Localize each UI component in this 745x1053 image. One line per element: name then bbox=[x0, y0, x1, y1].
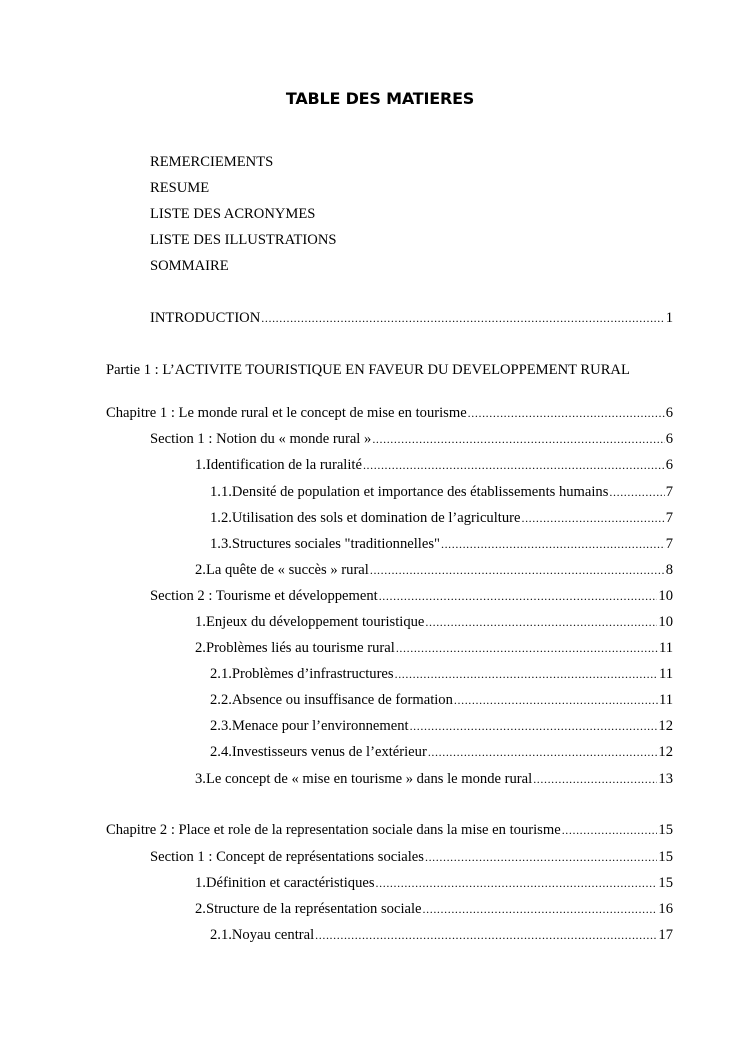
toc-number: 1. bbox=[195, 875, 206, 891]
toc-number: 1.2. bbox=[210, 510, 232, 526]
toc-page-number: 16 bbox=[658, 901, 673, 917]
toc-number: 1.3. bbox=[210, 536, 232, 552]
dot-leader bbox=[468, 406, 665, 421]
page-title: TABLE DES MATIERES bbox=[285, 89, 475, 108]
toc-page-number: 8 bbox=[665, 562, 673, 578]
dot-leader bbox=[376, 876, 658, 891]
toc-page-number: 15 bbox=[658, 875, 673, 891]
toc-page-number: 6 bbox=[665, 457, 673, 473]
toc-entry-subsubsection[interactable] bbox=[210, 536, 673, 553]
toc-page-number: 13 bbox=[658, 771, 673, 787]
toc-entry-subsection[interactable] bbox=[195, 562, 673, 579]
toc-label: Densité de population et importance des établissements humains bbox=[231, 484, 609, 500]
toc-number: 1. bbox=[195, 457, 206, 473]
toc-page-number: 11 bbox=[658, 666, 673, 682]
toc-number: 2.1. bbox=[210, 927, 232, 943]
dot-leader bbox=[395, 667, 658, 682]
toc-entry-subsubsection[interactable] bbox=[210, 510, 673, 527]
toc-page-number: 6 bbox=[665, 431, 673, 447]
dot-leader bbox=[370, 563, 665, 578]
toc-entry-subsection[interactable] bbox=[195, 640, 673, 657]
toc-page-number: 7 bbox=[665, 484, 673, 500]
toc-label: INTRODUCTION bbox=[150, 310, 261, 326]
dot-leader bbox=[425, 850, 657, 865]
toc-entry-chapter[interactable] bbox=[106, 822, 673, 839]
toc-entry-introduction[interactable] bbox=[150, 310, 673, 327]
toc-label: Chapitre 1 : Le monde rural et le concept de mise en tourisme bbox=[106, 405, 467, 421]
toc-number: 2. bbox=[195, 640, 206, 656]
toc-entry-subsection[interactable] bbox=[195, 457, 673, 474]
toc-entry-chapter[interactable] bbox=[106, 405, 673, 422]
front-matter-remerciements: REMERCIEMENTS bbox=[150, 154, 274, 170]
toc-label: Chapitre 2 : Place et role de la representation sociale dans la mise en tourisme bbox=[106, 822, 561, 838]
front-matter-acronymes: LISTE DES ACRONYMES bbox=[150, 206, 316, 222]
toc-number: 1.1. bbox=[210, 484, 232, 500]
toc-page-number: 7 bbox=[665, 536, 673, 552]
toc-number: 2.2. bbox=[210, 692, 232, 708]
dot-leader bbox=[315, 928, 657, 943]
toc-page-number: 10 bbox=[658, 614, 673, 630]
toc-entry-subsubsection[interactable] bbox=[210, 744, 673, 761]
toc-entry-subsection[interactable] bbox=[195, 875, 673, 892]
toc-label: Section 1 : Concept de représentations sociales bbox=[150, 849, 424, 865]
toc-entry-section[interactable] bbox=[150, 849, 673, 866]
toc-label: Identification de la ruralité bbox=[205, 457, 362, 473]
dot-leader bbox=[372, 432, 664, 447]
dot-leader bbox=[425, 615, 657, 630]
toc-label: Noyau central bbox=[231, 927, 315, 943]
toc-entry-subsubsection[interactable] bbox=[210, 666, 673, 683]
dot-leader bbox=[428, 745, 658, 760]
partie-heading: Partie 1 : L’ACTIVITE TOURISTIQUE EN FAVEUR DU DEVELOPPEMENT RURAL bbox=[106, 362, 630, 378]
toc-page-number: 17 bbox=[658, 927, 673, 943]
toc-number: 3. bbox=[195, 771, 206, 787]
toc-entry-section[interactable] bbox=[150, 588, 673, 605]
front-matter-sommaire: SOMMAIRE bbox=[150, 258, 229, 274]
toc-page-number: 11 bbox=[658, 692, 673, 708]
toc-number: 2. bbox=[195, 901, 206, 917]
toc-label: Structures sociales "traditionnelles" bbox=[231, 536, 440, 552]
toc-page-number: 12 bbox=[658, 718, 673, 734]
toc-page-number: 6 bbox=[665, 405, 673, 421]
toc-page-number: 7 bbox=[665, 510, 673, 526]
toc-label: Problèmes d’infrastructures bbox=[231, 666, 394, 682]
toc-number: 2.4. bbox=[210, 744, 232, 760]
toc-number: 2.3. bbox=[210, 718, 232, 734]
dot-leader bbox=[609, 485, 664, 500]
toc-page-number: 12 bbox=[658, 744, 673, 760]
dot-leader bbox=[379, 589, 658, 604]
toc-label: Section 1 : Notion du « monde rural » bbox=[150, 431, 372, 447]
toc-page-number: 11 bbox=[658, 640, 673, 656]
toc-number: 1. bbox=[195, 614, 206, 630]
toc-entry-subsection[interactable] bbox=[195, 771, 673, 788]
dot-leader bbox=[454, 693, 658, 708]
front-matter-resume: RESUME bbox=[150, 180, 210, 196]
toc-label: Enjeux du développement touristique bbox=[205, 614, 425, 630]
dot-leader bbox=[533, 772, 657, 787]
toc-label: Le concept de « mise en tourisme » dans le monde rural bbox=[205, 771, 533, 787]
toc-label: Menace pour l’environnement bbox=[231, 718, 409, 734]
toc-label: Structure de la représentation sociale bbox=[205, 901, 422, 917]
toc-label: Définition et caractéristiques bbox=[205, 875, 375, 891]
dot-leader bbox=[441, 537, 665, 552]
toc-number: 2.1. bbox=[210, 666, 232, 682]
toc-label: Section 2 : Tourisme et développement bbox=[150, 588, 378, 604]
dot-leader bbox=[410, 719, 658, 734]
toc-entry-section[interactable] bbox=[150, 431, 673, 448]
toc-page-number: 1 bbox=[665, 310, 673, 326]
dot-leader bbox=[562, 823, 658, 838]
toc-label: Utilisation des sols et domination de l’agriculture bbox=[231, 510, 521, 526]
toc-entry-subsubsection[interactable] bbox=[210, 718, 673, 735]
dot-leader bbox=[396, 641, 658, 656]
toc-entry-subsection[interactable] bbox=[195, 614, 673, 631]
toc-label: Problèmes liés au tourisme rural bbox=[205, 640, 395, 656]
toc-page-number: 15 bbox=[658, 822, 673, 838]
dot-leader bbox=[261, 311, 664, 326]
toc-entry-subsection[interactable] bbox=[195, 901, 673, 918]
toc-entry-subsubsection[interactable] bbox=[210, 484, 673, 501]
toc-label: Investisseurs venus de l’extérieur bbox=[231, 744, 427, 760]
dot-leader bbox=[521, 511, 664, 526]
toc-entry-subsubsection[interactable] bbox=[210, 692, 673, 709]
toc-page-number: 15 bbox=[658, 849, 673, 865]
toc-entry-subsubsection[interactable] bbox=[210, 927, 673, 944]
toc-page-number: 10 bbox=[658, 588, 673, 604]
toc-label: Absence ou insuffisance de formation bbox=[231, 692, 453, 708]
toc-label: La quête de « succès » rural bbox=[205, 562, 369, 578]
toc-number: 2. bbox=[195, 562, 206, 578]
front-matter-illustrations: LISTE DES ILLUSTRATIONS bbox=[150, 232, 337, 248]
dot-leader bbox=[423, 902, 658, 917]
dot-leader bbox=[363, 458, 665, 473]
